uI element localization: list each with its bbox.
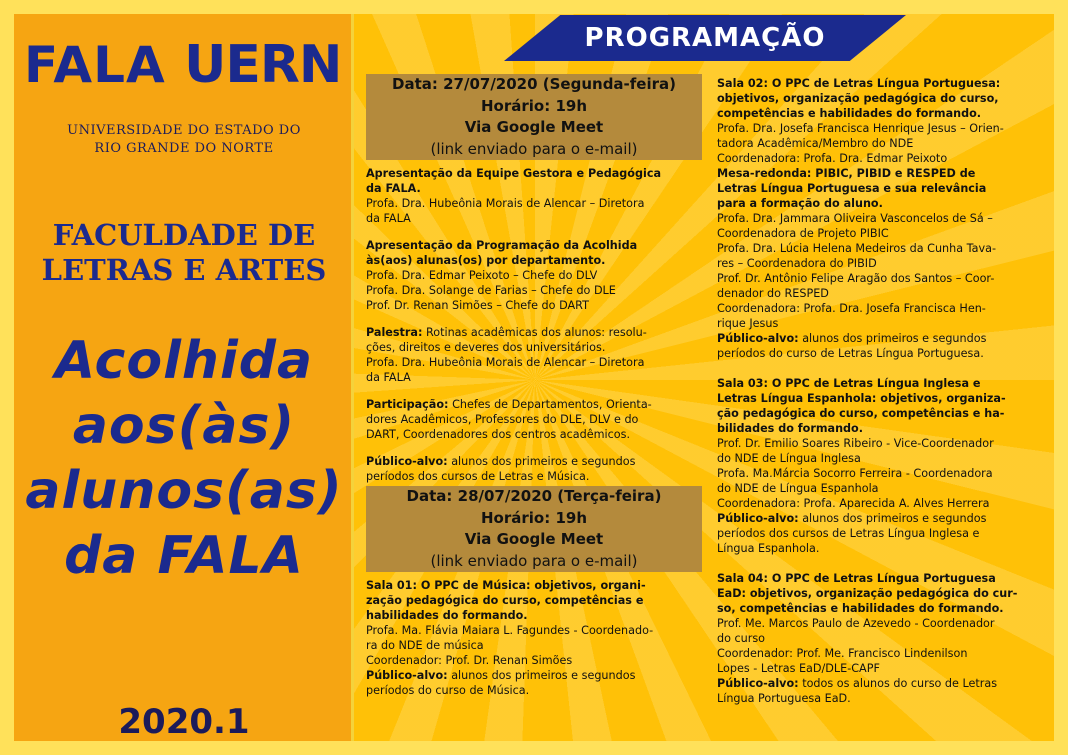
sala-text: Coordenador: Prof. Me. Francisco Lindenilson bbox=[717, 647, 968, 660]
sala-text: rique Jesus bbox=[717, 317, 779, 330]
sala-text: Língua Portuguesa EaD. bbox=[717, 692, 851, 705]
sala-label: Público-alvo: bbox=[717, 677, 799, 690]
sala-text: Coordenador: Prof. Dr. Renan Simões bbox=[366, 654, 573, 667]
sala-text: Prof. Me. Marcos Paulo de Azevedo - Coordenador bbox=[717, 617, 995, 630]
day1-agenda bbox=[366, 166, 702, 484]
faculty-name bbox=[14, 218, 354, 288]
event-title-line: alunos(as) bbox=[25, 461, 343, 521]
sala-text: Coordenadora: Profa. Dra. Edmar Peixoto bbox=[717, 152, 948, 165]
sala-label: Público-alvo: bbox=[717, 512, 799, 525]
agenda-item-text: períodos dos cursos de Letras e Música. bbox=[366, 470, 590, 483]
agenda-item-text: Profa. Dra. Edmar Peixoto – Chefe do DLV bbox=[366, 269, 598, 282]
agenda-item-text: Profa. Dra. Solange de Farias – Chefe do DLE bbox=[366, 284, 616, 297]
sala-text: alunos dos primeiros e segundos bbox=[798, 332, 987, 345]
agenda-item-text bbox=[366, 325, 702, 340]
day1-time: Horário: 19h bbox=[481, 96, 587, 115]
agenda-item-text bbox=[366, 397, 702, 412]
sala-text bbox=[717, 331, 1045, 346]
sala-title: Sala 01: O PPC de Música: objetivos, organi- bbox=[366, 579, 646, 592]
agenda-item-text: Profa. Dra. Hubeônia Morais de Alencar – Diretora bbox=[366, 197, 645, 210]
event-title-line: aos(às) bbox=[72, 396, 296, 456]
agenda-item bbox=[366, 454, 702, 484]
event-title-line: Acolhida bbox=[54, 331, 314, 391]
sala-title: so, competências e habilidades do formando. bbox=[717, 602, 1004, 615]
day1-link: (link enviado para o e-mail) bbox=[430, 139, 638, 158]
schedule-column-right bbox=[717, 76, 1045, 706]
day2-via: Via Google Meet bbox=[464, 530, 604, 548]
sala-text bbox=[717, 676, 1045, 691]
day1-date: Data: 27/07/2020 (Segunda-feira) bbox=[392, 75, 676, 93]
day2-time: Horário: 19h bbox=[481, 508, 587, 527]
logo-fala: FALA bbox=[24, 36, 166, 94]
event-title bbox=[14, 329, 354, 589]
agenda-item-text: alunos dos primeiros e segundos bbox=[447, 455, 636, 468]
agenda-item-label: Participação: bbox=[366, 398, 449, 411]
sala-text: Coordenadora: Profa. Aparecida A. Alves Herrera bbox=[717, 497, 990, 510]
agenda-item-text: ções, direitos e deveres dos universitários. bbox=[366, 341, 606, 354]
agenda-item-label: Palestra: bbox=[366, 326, 423, 339]
sala-text: do NDE de Língua Inglesa bbox=[717, 452, 861, 465]
sala-title: Sala 03: O PPC de Letras Língua Inglesa e bbox=[717, 377, 981, 390]
sala-text: Profa. Ma.Márcia Socorro Ferreira - Coordenadora bbox=[717, 467, 993, 480]
schedule-column-middle bbox=[366, 74, 702, 698]
sala-text: períodos do curso de Música. bbox=[366, 684, 530, 697]
agenda-item bbox=[366, 238, 702, 313]
sala04 bbox=[717, 571, 1045, 706]
sala-title: Sala 02: O PPC de Letras Língua Portuguesa: bbox=[717, 77, 1001, 90]
university-line: UNIVERSIDADE DO ESTADO DO bbox=[67, 123, 301, 138]
day1-box bbox=[366, 74, 702, 160]
sala-text bbox=[717, 511, 1045, 526]
sala-title: Sala 04: O PPC de Letras Língua Portuguesa bbox=[717, 572, 996, 585]
sala-text: do NDE de Língua Espanhola bbox=[717, 482, 879, 495]
sala-text: todos os alunos do curso de Letras bbox=[798, 677, 998, 690]
sala-text: Coordenadora: Profa. Dra. Josefa Francisca Hen- bbox=[717, 302, 986, 315]
university-name bbox=[14, 122, 354, 158]
sala-title: Letras Língua Portuguesa e sua relevância bbox=[717, 182, 987, 195]
sala02 bbox=[717, 76, 1045, 361]
agenda-item-title: da FALA. bbox=[366, 182, 421, 195]
sala-text bbox=[366, 668, 702, 683]
sala03 bbox=[717, 376, 1045, 556]
day2-link: (link enviado para o e-mail) bbox=[430, 551, 638, 570]
sala-text: Língua Espanhola. bbox=[717, 542, 820, 555]
agenda-item-text bbox=[366, 454, 702, 469]
sala-text: Profa. Dra. Josefa Francisca Henrique Jesus – Orien- bbox=[717, 122, 1004, 135]
sala-text: denador do RESPED bbox=[717, 287, 829, 300]
sala-text: Prof. Dr. Emilio Soares Ribeiro - Vice-Coordenador bbox=[717, 437, 994, 450]
agenda-item-text: da FALA bbox=[366, 212, 411, 225]
agenda-item-text: dores Acadêmicos, Professores do DLE, DLV e do bbox=[366, 413, 639, 426]
sala-text: alunos dos primeiros e segundos bbox=[447, 669, 636, 682]
sala-text: períodos do curso de Letras Língua Portuguesa. bbox=[717, 347, 984, 360]
sala-text: ra do NDE de música bbox=[366, 639, 484, 652]
sala01 bbox=[366, 578, 702, 698]
agenda-item-text: Rotinas acadêmicas dos alunos: resolu- bbox=[422, 326, 647, 339]
sala-text: Lopes - Letras EaD/DLE-CAPF bbox=[717, 662, 880, 675]
fala-uern-logo bbox=[24, 36, 346, 94]
sala-text: Profa. Dra. Jammara Oliveira Vasconcelos de Sá – bbox=[717, 212, 993, 225]
sala-text: Prof. Dr. Antônio Felipe Aragão dos Santos – Coor- bbox=[717, 272, 995, 285]
faculty-line: FACULDADE DE bbox=[52, 218, 316, 252]
agenda-item-text: Prof. Dr. Renan Simões – Chefe do DART bbox=[366, 299, 589, 312]
agenda-item-label: Público-alvo: bbox=[366, 455, 448, 468]
sala-text: tadora Acadêmica/Membro do NDE bbox=[717, 137, 914, 150]
day2-date: Data: 28/07/2020 (Terça-feira) bbox=[406, 487, 662, 505]
agenda-item bbox=[366, 325, 702, 385]
agenda-item-text: Chefes de Departamentos, Orienta- bbox=[448, 398, 652, 411]
sala-text: do curso bbox=[717, 632, 766, 645]
sala-title: Mesa-redonda: PIBIC, PIBID e RESPED de bbox=[717, 167, 976, 180]
event-title-line: da FALA bbox=[64, 526, 304, 586]
agenda-item-title: Apresentação da Equipe Gestora e Pedagógica bbox=[366, 167, 662, 180]
sala-title: ção pedagógica do curso, competências e ha- bbox=[717, 407, 1005, 420]
sala-text: res – Coordenadora do PIBID bbox=[717, 257, 877, 270]
agenda-item-title: às(aos) alunas(os) por departamento. bbox=[366, 254, 606, 267]
agenda-item-text: DART, Coordenadores dos centros acadêmicos. bbox=[366, 428, 631, 441]
sala-text: alunos dos primeiros e segundos bbox=[798, 512, 987, 525]
sala-text: períodos dos cursos de Letras Língua Inglesa e bbox=[717, 527, 980, 540]
agenda-item bbox=[366, 166, 702, 226]
sala-title: competências e habilidades do formando. bbox=[717, 107, 982, 120]
logo-uern: UERN bbox=[184, 35, 342, 95]
sala-title: objetivos, organização pedagógica do curso, bbox=[717, 92, 999, 105]
programacao-title: PROGRAMAÇÃO bbox=[584, 23, 826, 53]
sala-text: Profa. Ma. Flávia Maiara L. Fagundes - Coordenado- bbox=[366, 624, 654, 637]
sala-text: Coordenadora de Projeto PIBIC bbox=[717, 227, 889, 240]
day2-box bbox=[366, 486, 702, 572]
sala-text: Profa. Dra. Lúcia Helena Medeiros da Cunha Tava- bbox=[717, 242, 996, 255]
agenda-item bbox=[366, 397, 702, 442]
sala-title: EaD: objetivos, organização pedagógica do cur- bbox=[717, 587, 1018, 600]
sala-label: Público-alvo: bbox=[717, 332, 799, 345]
faculty-line: LETRAS E ARTES bbox=[41, 253, 327, 287]
sala-title: habilidades do formando. bbox=[366, 609, 528, 622]
left-panel bbox=[14, 14, 354, 741]
sala-title: Letras Língua Espanhola: objetivos, organiza- bbox=[717, 392, 1006, 405]
sala-title: para a formação do aluno. bbox=[717, 197, 883, 210]
agenda-item-text: da FALA bbox=[366, 371, 411, 384]
sala-title: bilidades do formando. bbox=[717, 422, 863, 435]
university-line: RIO GRANDE DO NORTE bbox=[94, 141, 274, 156]
agenda-item-title: Apresentação da Programação da Acolhida bbox=[366, 239, 638, 252]
sala-title: zação pedagógica do curso, competências e bbox=[366, 594, 644, 607]
semester-year: 2020.1 bbox=[118, 702, 250, 742]
day1-via: Via Google Meet bbox=[464, 118, 604, 136]
sala-label: Público-alvo: bbox=[366, 669, 448, 682]
agenda-item-text: Profa. Dra. Hubeônia Morais de Alencar – Diretora bbox=[366, 356, 645, 369]
